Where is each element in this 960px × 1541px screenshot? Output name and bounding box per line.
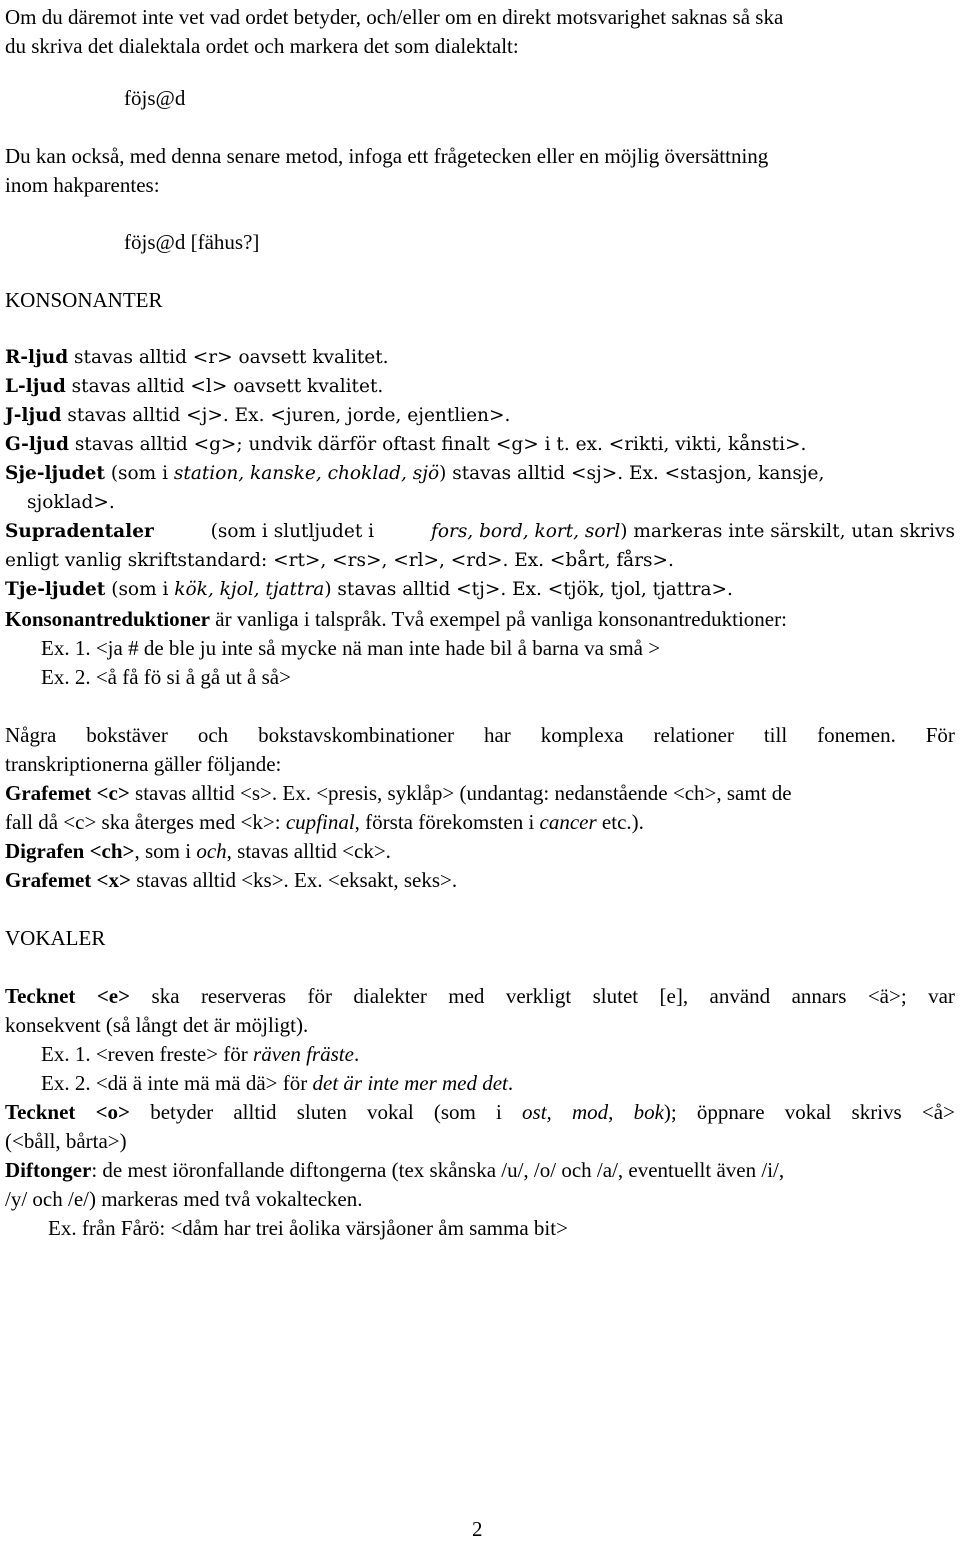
rule-text: stavas alltid <r> oavsett kvalitet. [68,347,389,368]
vowel-example-2: Ex. 2. <dä ä inte mä mä dä> för det är inte mer med det. [41,1071,514,1095]
rule-sj-continued: sjoklad>. [27,492,115,513]
rule-tj: Tje-ljudet (som i kök, kjol, tjattra) stavas alltid <tj>. Ex. <tjök, tjol, tjattra>. [5,579,733,600]
rule-term: Grafemet <c> [5,781,130,805]
rule-examples: station, kanske, choklad, sjö [173,463,440,484]
intro-line-1: Om du däremot inte vet vad ordet betyder, och/eller om en direkt motsvarighet saknas så ska [5,5,784,29]
rule-grafemet-c-line-2: fall då <c> ska återges med <k>: cupfinal, första förekomsten i cancer etc.). [5,810,644,834]
rule-term: Konsonantreduktioner [5,607,210,631]
rule-text: : de mest iöronfallande diftongerna (tex skånska /u/, /o/ och /a/, eventuellt även /i/, [91,1158,785,1182]
rule-text: stavas alltid <g>; undvik därför oftast finalt <g> i t. ex. <rikti, vikti, kånsti>. [68,434,807,455]
rule-tecknet-o: Tecknet <o> betyder alltid sluten vokal (som i ost, mod, bok); öppnare vokal skrivs <å> [5,1100,955,1124]
rule-term: J-ljud [5,405,62,426]
rule-l [5,374,383,400]
rule-term: Sje-ljudet [5,463,105,484]
rule-term: L-ljud [5,376,66,397]
reduction-example-2: Ex. 2. <å få fö si å gå ut å så> [41,665,291,689]
rule-konsonantreduktioner [5,606,787,632]
rule-text: är vanliga i talspråk. Två exempel på vanliga konsonantreduktioner: [210,607,787,631]
rule-examples: fors, bord, kort, sorl [430,521,621,542]
rule-sj: Sje-ljudet (som i station, kanske, choklad, sjö) stavas alltid <sj>. Ex. <stasjon, kansje, [5,463,825,484]
vowel-example-1: Ex. 1. <reven freste> för räven fräste. [41,1042,360,1066]
rule-term: Digrafen <ch> [5,839,135,863]
rule-g [5,432,806,458]
rule-diftonger-line-2: /y/ och /e/) markeras med två vokaltecken. [5,1187,363,1211]
rule-examples: kök, kjol, tjattra [174,579,325,600]
rule-text: stavas alltid <ks>. Ex. <eksakt, seks>. [130,868,458,892]
rule-j [5,403,510,429]
rule-grafemet-c [5,780,792,806]
vokaler-heading: VOKALER [5,926,106,950]
rule-supradentaler: Supradentaler (som i slutljudet i fors, bord, kort, sorl) markeras inte särskilt, utan skrivs [5,521,955,542]
rule-digrafen-ch: Digrafen <ch>, som i och, stavas alltid <ck>. [5,839,391,863]
rule-tecknet-o-line-2: (<båll, bårta>) [5,1129,127,1153]
page-number: 2 [472,1517,483,1541]
rule-r [5,345,389,371]
rule-tecknet-e-line-2: konsekvent (så långt det är möjligt). [5,1013,309,1037]
rule-term: Tje-ljudet [5,579,106,600]
rule-term: Tecknet [5,984,76,1008]
rule-term: R-ljud [5,347,69,368]
rule-tecknet-e: Tecknet <e> ska reserveras för dialekter med verkligt slutet [e], använd annars <ä>; var [5,984,955,1008]
intro-line-3: Du kan också, med denna senare metod, infoga ett frågetecken eller en möjlig översättning [5,144,769,168]
rule-term: Grafemet <x> [5,868,131,892]
intro-line-2: du skriva det dialektala ordet och markera det som dialektalt: [5,34,519,58]
reduction-example-1: Ex. 1. <ja # de ble ju inte så mycke nä man inte hade bil å barna va små > [41,636,661,660]
dialect-example: föjs@d [124,86,186,110]
rule-text: stavas alltid <l> oavsett kvalitet. [65,376,384,397]
rule-text: stavas alltid <s>. Ex. <presis, syklåp> (undantag: nedanstående <ch>, samt de [129,781,792,805]
rule-term: Supradentaler [5,521,154,542]
dialect-example-translated: föjs@d [fähus?] [124,230,260,254]
bokstaver-line-1: Några bokstäver och bokstavskombinationer har komplexa relationer till fonemen. För [5,723,955,747]
diftong-example: Ex. från Fårö: <dåm har trei åolika värsjåoner åm samma bit> [48,1216,568,1240]
intro-line-4: inom hakparentes: [5,173,160,197]
rule-term: Diftonger [5,1158,92,1182]
rule-term: Tecknet [5,1100,76,1124]
rule-supradentaler-line-2: enligt vanlig skriftstandard: <rt>, <rs>, <rl>, <rd>. Ex. <bårt, fårs>. [5,550,674,571]
bokstaver-line-2: transkriptionerna gäller följande: [5,752,282,776]
konsonanter-heading: KONSONANTER [5,288,163,312]
rule-term: G-ljud [5,434,69,455]
rule-grafemet-x [5,867,457,893]
rule-text: stavas alltid <j>. Ex. <juren, jorde, ejentlien>. [61,405,511,426]
rule-diftonger [5,1157,784,1183]
